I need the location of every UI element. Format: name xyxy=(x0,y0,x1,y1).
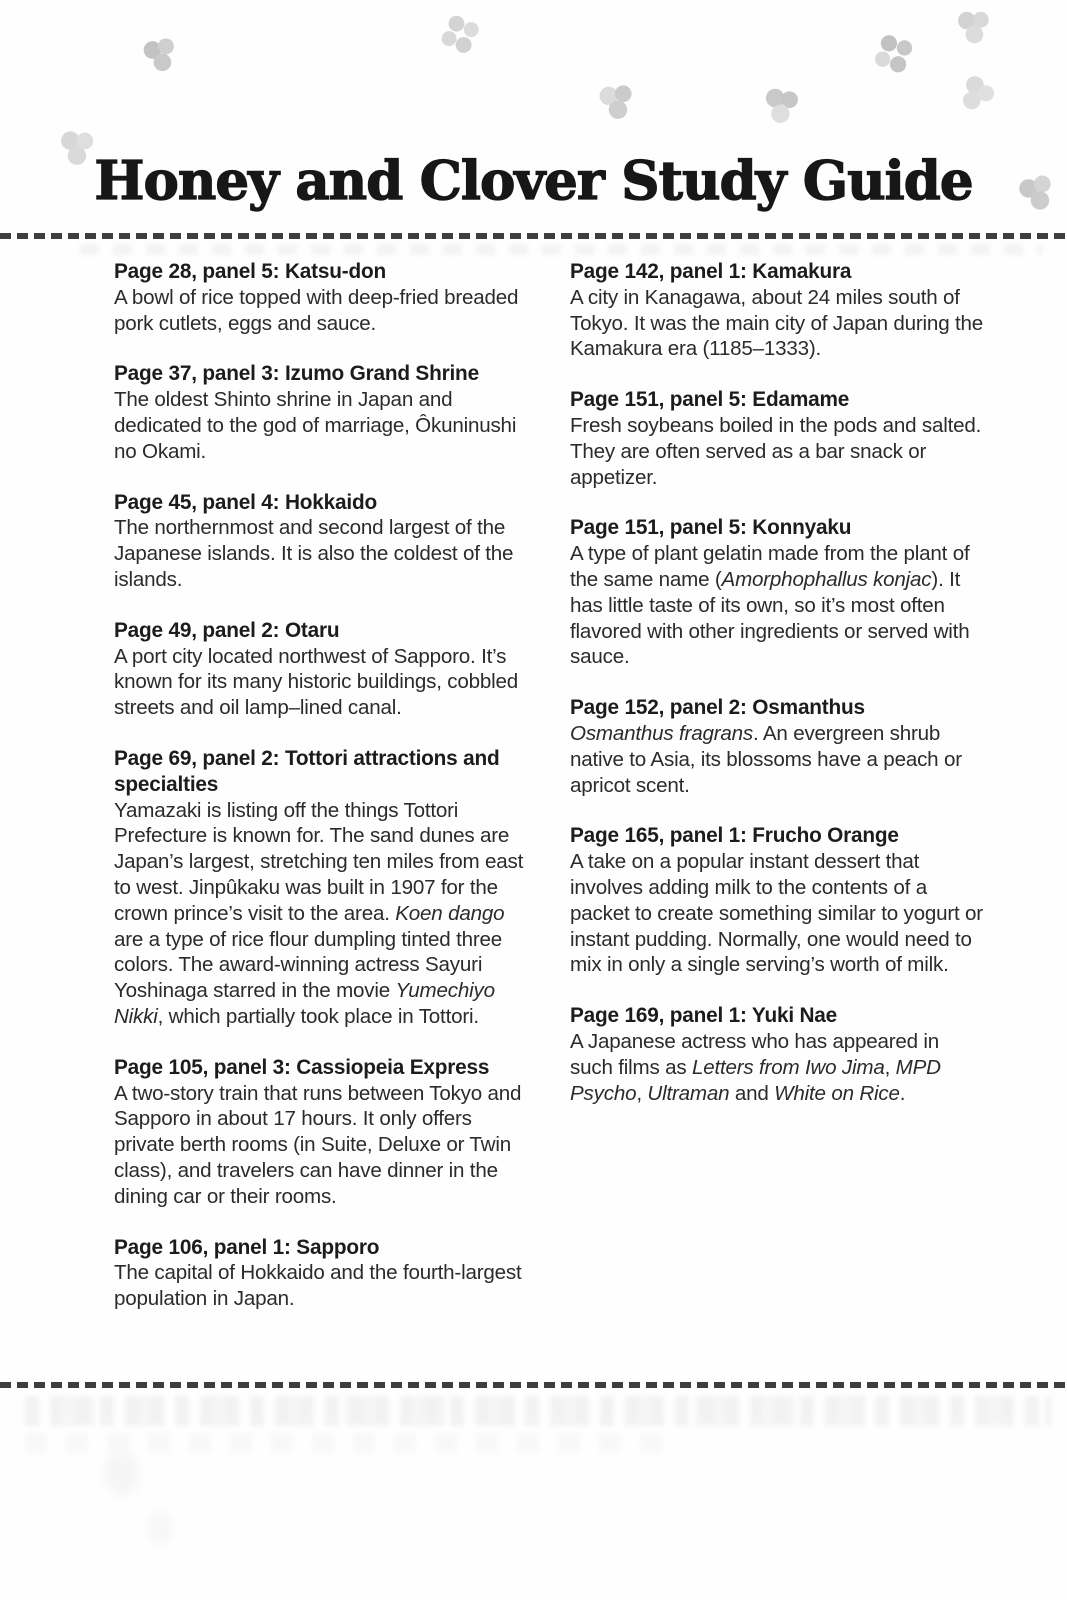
clover-icon xyxy=(137,33,186,82)
entry-heading: Page 37, panel 3: Izumo Grand Shrine xyxy=(114,362,479,386)
glossary-entry xyxy=(114,490,524,593)
entry-body: A type of plant gelatin made from the plant of the same name (Amorphophallus konjac). It has little taste of its own, so it’s most often flavored with other ingredients or served with sauce. xyxy=(570,542,970,669)
entry-heading: Page 151, panel 5: Konnyaku xyxy=(570,516,852,540)
entry-body: A two-story train that runs between Tokyo and Sapporo in about 17 hours. It only offers private berth rooms (in Suite, Deluxe or Twin class), and travelers can have dinner in the dining car or their rooms. xyxy=(114,1081,522,1208)
glossary-entry xyxy=(570,259,986,362)
entry-heading: Page 151, panel 5: Edamame xyxy=(570,388,850,412)
glossary-entry xyxy=(114,361,524,464)
clover-icon xyxy=(431,6,489,64)
page-showthrough-bottom-2 xyxy=(25,1433,665,1453)
page-title: Honey and Clover Study Guide xyxy=(94,150,973,212)
entry-body: A bowl of rice topped with deep-fried breaded pork cutlets, eggs and sauce. xyxy=(114,285,519,335)
page-smudge xyxy=(148,1514,172,1544)
entry-body: A take on a popular instant dessert that involves adding milk to the contents of a packet to create something similar to yogurt or instant pudding. Normally, one would need to mix in only a single serving’s worth of milk. xyxy=(570,850,983,977)
entry-body: A city in Kanagawa, about 24 miles south of Tokyo. It was the main city of Japan during the Kamakura era (1185–1333). xyxy=(570,285,983,361)
entry-body: Osmanthus fragrans. An evergreen shrub native to Asia, its blossoms have a peach or apricot scent. xyxy=(570,721,962,797)
glossary-entry xyxy=(570,387,986,490)
glossary-entry xyxy=(570,823,986,978)
glossary-entry xyxy=(114,746,524,1030)
top-divider xyxy=(0,233,1067,239)
column-left xyxy=(114,259,524,1337)
clover-icon xyxy=(945,66,1004,125)
column-right xyxy=(570,259,986,1337)
glossary-content xyxy=(114,259,986,1337)
entry-heading: Page 45, panel 4: Hokkaido xyxy=(114,490,377,514)
clover-icon xyxy=(756,83,807,134)
clover-icon xyxy=(593,80,641,128)
glossary-entry xyxy=(114,1235,524,1312)
page-showthrough-bottom xyxy=(25,1396,1052,1426)
page-smudge xyxy=(106,1452,138,1494)
clover-icon xyxy=(865,26,923,84)
glossary-entry xyxy=(570,515,986,670)
page-showthrough-top xyxy=(80,244,1042,255)
entry-heading: Page 152, panel 2: Osmanthus xyxy=(570,696,865,720)
entry-heading: Page 105, panel 3: Cassiopeia Express xyxy=(114,1055,490,1079)
entry-body: The northernmost and second largest of the Japanese islands. It is also the coldest of the islands. xyxy=(114,516,514,591)
glossary-entry xyxy=(114,259,524,336)
entry-heading: Page 28, panel 5: Katsu-don xyxy=(114,260,386,283)
entry-heading: Page 142, panel 1: Kamakura xyxy=(570,260,852,283)
entry-body: A Japanese actress who has appeared in such films as Letters from Iwo Jima, MPD Psycho, Ultraman and White on Rice. xyxy=(570,1029,941,1105)
entry-body: The oldest Shinto shrine in Japan and dedicated to the god of marriage, Ôkuninushi no Okami. xyxy=(114,388,517,463)
entry-heading: Page 106, panel 1: Sapporo xyxy=(114,1235,380,1259)
entry-heading: Page 49, panel 2: Otaru xyxy=(114,618,340,642)
entry-heading: Page 165, panel 1: Frucho Orange xyxy=(570,824,899,848)
glossary-entry xyxy=(570,695,986,798)
entry-body: A port city located northwest of Sapporo. It’s known for its many historic buildings, cobbled streets and oil lamp–lined canal. xyxy=(114,644,519,720)
glossary-entry xyxy=(114,618,524,721)
clover-icon xyxy=(953,8,995,50)
glossary-entry xyxy=(114,1055,524,1210)
entry-body: Yamazaki is listing off the things Tottori Prefecture is known for. The sand dunes are Japan’s largest, stretching ten miles from east to west. Jinpûkaku was built in 1907 for the crown prince’s visit to the area. Koen dango are a type of rice flour dumpling tinted three colors. The award-winning actress Sayuri Yoshinaga starred in the movie Yumechiyo Nikki, which partially took place in Tottori. xyxy=(114,798,524,1028)
entry-body: The capital of Hokkaido and the fourth-largest population in Japan. xyxy=(114,1261,522,1311)
entry-heading: Page 69, panel 2: Tottori attractions and specialties xyxy=(114,746,500,796)
entry-heading: Page 169, panel 1: Yuki Nae xyxy=(570,1004,838,1028)
glossary-entry xyxy=(570,1003,986,1106)
bottom-divider xyxy=(0,1382,1067,1388)
entry-body: Fresh soybeans boiled in the pods and salted. They are often served as a bar snack or appetizer. xyxy=(570,413,982,489)
